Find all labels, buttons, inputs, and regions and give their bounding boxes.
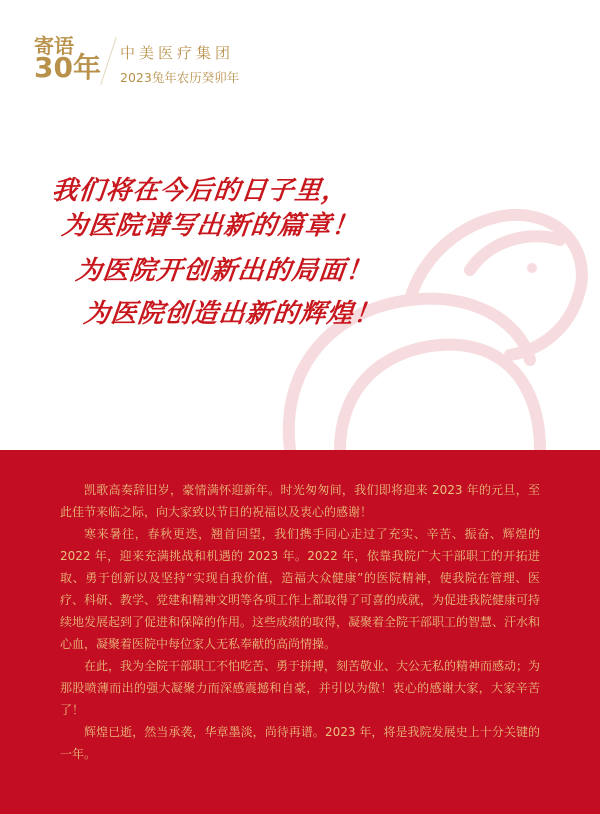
logo-line1: 寄语 — [34, 34, 74, 58]
paragraph: 辉煌已逝，然当承袭，华章墨淡，尚待再谱。2023 年，将是我院发展史上十分关键的一年。 — [60, 725, 540, 761]
paragraph: 凯歌高奏辞旧岁，豪情满怀迎新年。时光匆匆间，我们即将迎来 2023 年的元旦，至此佳节来临之际，向大家致以节日的祝福以及衷心的感谢！ — [60, 483, 540, 519]
letter-body — [60, 479, 540, 765]
year-text: 2023兔年农历癸卯年 — [120, 70, 240, 85]
paragraph: 在此，我为全院干部职工不怕吃苦、勇于拼搏，刻苦敬业、大公无私的精神而感动；为那股喷薄而出的强大凝聚力而深感震撼和自豪，并引以为傲！衷心的感谢大家，大家辛苦了！ — [60, 659, 541, 717]
headline-4: 为医院创造出新的辉煌！ — [82, 299, 383, 329]
org-name: 中美医疗集团 — [120, 44, 235, 62]
paragraph: 寒来暑往，春秋更迭，翘首回望，我们携手同心走过了充实、辛苦、振奋、辉煌的 2022 年，迎来充满挑战和机遇的 2023 年。2022 年，依靠我院广大干部职工的开拓进取、勇于创新以及坚持“实现自我价值，造福大众健康”的医院精神，使我院在管理、医疗、科研、教学、党建和精神文明等各项工作上都取得了可喜的成就，为促进我院健康可持续地发展起到了促进和保障的作用。这些成绩的取得，凝聚着全院干部职工的智慧、汗水和心血，凝聚着医院中每位家人无私奉献的高尚情操。 — [60, 527, 541, 651]
logo-line2: 30年 — [34, 51, 101, 84]
divider — [100, 37, 116, 85]
logo-30-years — [34, 36, 101, 82]
headline-2: 为医院谱写出新的篇章！ — [60, 211, 361, 241]
headline-1: 我们将在今后的日子里， — [50, 176, 351, 206]
headline-3: 为医院开创新出的局面！ — [74, 256, 375, 286]
